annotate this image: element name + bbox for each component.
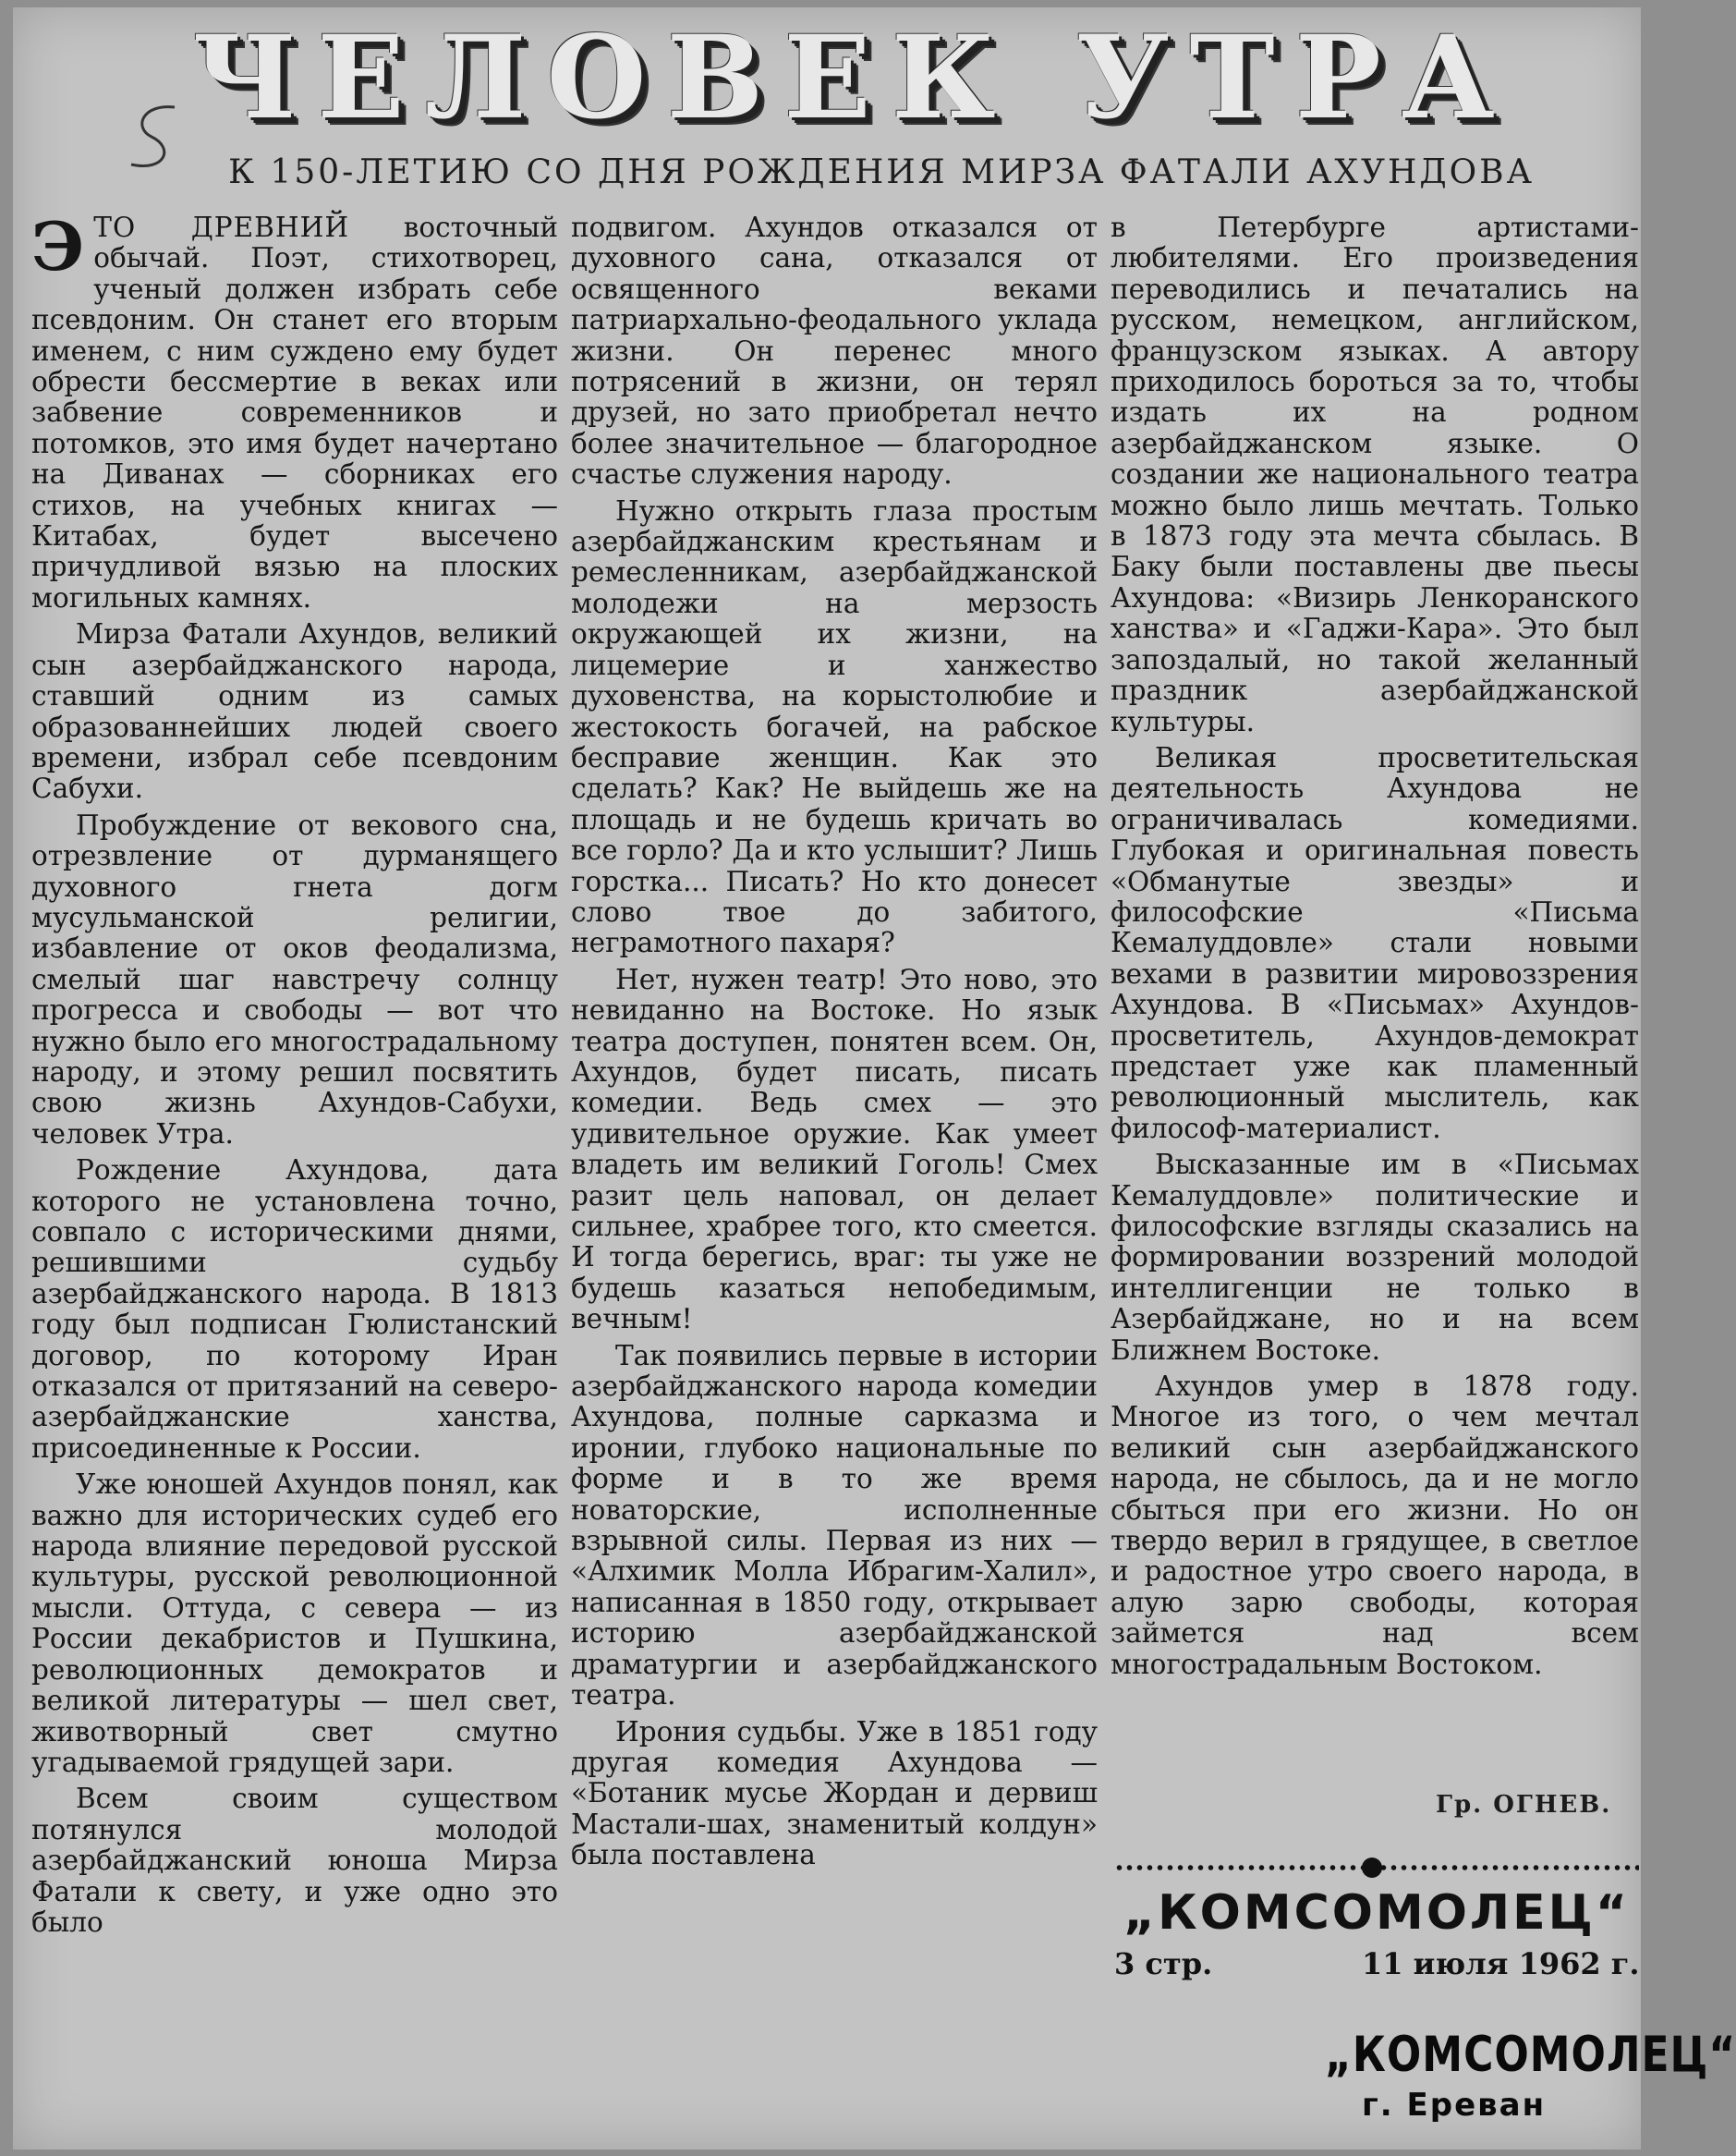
paragraph-continued: подвигом. Ахундов отказался от духовного сана, отказался от освященного веками патриархально-феодального уклада жизни. Он перенес много потрясений в жизни, он терял друзей, но зато приобретал нечто более значительное — благородное счастье служения народу. (571, 212, 1098, 491)
lead-caps: ТО ДРЕВНИЙ (93, 212, 350, 243)
lead-text: восточный обычай. Поэт, стихотворец, ученый должен избрать себе псевдоним. Он станет его вторым именем, с ним суждено ему будет обрести бессмертие в веках или забвение современников и потомков, это имя будет начертано на Диванах — сборниках его стихов, на учебных книгах — Китабах, будет высечено причудливой вязью на плоских могильных камнях. (31, 212, 558, 614)
paragraph: Так появились первые в истории азербайджанского народа комедии Ахундова, полные сарказма и иронии, глубоко национальные по форме и в то же время новаторские, исполненные взрывной силы. Первая из них — «Алхимик Молла Ибрагим-Халил», написанная в 1850 году, открывает историю азербайджанской драматургии и азербайджанского театра. (571, 1339, 1098, 1711)
archive-stamp-title: „КОМСОМОЛЕЦ“ (1325, 2026, 1736, 2084)
paragraph: Рождение Ахундова, дата которого не установлена точно, совпало с историческими днями, решившими судьбу азербайджанского народа. В 1813 году был подписан Гюлистанский договор, по которому Иран отказался от притязаний на северо-азербайджанские ханства, присоединенные к России. (31, 1154, 558, 1464)
page-number: 3 стр. (1114, 1946, 1213, 1981)
paragraph: Ахундов умер в 1878 году. Многое из того, о чем мечтал великий сын азербайджанского народа, не сбылось, да и не могло сбыться при его жизни. Но он твердо верил в грядущее, в светлое и радостное утро своего народа, в алую зарю свободы, которая займется над всем многострадальным Востоком. (1111, 1370, 1639, 1680)
article-column-1 (31, 207, 558, 1987)
article-column-3 (1111, 213, 1639, 1793)
paragraph: Всем своим существом потянулся молодой азербайджанский юноша Мирза Фатали к свету, и уже одно это было (31, 1783, 558, 1938)
paragraph: Великая просветительская деятельность Ахундова не ограничивалась комедиями. Глубокая и оригинальная повесть «Обманутые звезды» и философские «Письма Кемалуддовле» стали новыми вехами в развитии мировоззрения Ахундова. В «Письмах» Ахундов-просветитель, Ахундов-демократ предстает уже как пламенный революционный мыслитель, как философ-материалист. (1111, 741, 1639, 1144)
divider-ornament (1362, 1858, 1382, 1878)
newspaper-masthead: „КОМСОМОЛЕЦ“ (1123, 1885, 1631, 1941)
paragraph: Мирза Фатали Ахундов, великий сын азербайджанского народа, ставший одним из самых образованнейших людей своего времени, избрал себе псевдоним Сабухи. (31, 618, 558, 805)
lead-paragraph (31, 207, 558, 614)
newspaper-clipping (13, 7, 1736, 2150)
article-column-2 (571, 213, 1098, 1987)
paragraph: Высказанные им в «Письмах Кемалуддовле» политические и философские взгляды сказались на формировании воззрений молодой интеллигенции не только в Азербайджане, но и на всем Ближнем Востоке. (1111, 1149, 1639, 1366)
paragraph: Нужно открыть глаза простым азербайджанским крестьянам и ремесленникам, азербайджанской молодежи на мерзость окружающей их жизни, на лицемерие и ханжество духовенства, на корыстолюбие и жестокость богачей, на рабское бесправие женщин. Как это сделать? Как? Не выйдешь же на площадь и не будешь кричать во все горло? Да и кто услышит? Лишь горстка... Писать? Но кто донесет слово твое до забитого, неграмотного пахаря? (571, 494, 1098, 959)
issue-date: 11 июля 1962 г. (1362, 1946, 1640, 1981)
subtitle: К 150-ЛЕТИЮ СО ДНЯ РОЖДЕНИЯ МИРЗА ФАТАЛИ АХУНДОВА (228, 153, 1535, 191)
drop-cap: Э (31, 207, 85, 286)
archive-stamp-city: г. Ереван (1362, 2087, 1547, 2124)
paragraph: Пробуждение от векового сна, отрезвление от дурманящего духовного гнета догм мусульманской религии, избавление от оков феодализма, смелый шаг навстречу солнцу прогресса и свободы — вот что нужно было его многострадальному народу, и этому решил посвятить свою жизнь Ахундов-Сабухи, человек Утра. (31, 809, 558, 1150)
headline: ЧЕЛОВЕК УТРА (192, 11, 1515, 145)
pen-swirl-mark (124, 100, 188, 174)
paragraph: Уже юношей Ахундов понял, как важно для исторических судеб его народа влияние передовой русской культуры, русской революционной мысли. Оттуда, с севера — из России декабристов и Пушкина, революционных демократов и великой литературы — шел свет, животворный свет смутно угадываемой грядущей зари. (31, 1468, 558, 1778)
author-signature: Гр. ОГНЕВ. (1436, 1791, 1612, 1819)
paragraph: Ирония судьбы. Уже в 1851 году другая комедия Ахундова — «Ботаник мусье Жордан и дервиш Мастали-шах, знаменитый колдун» была поставлена (571, 1715, 1098, 1871)
paragraph-continued: в Петербурге артистами-любителями. Его произведения переводились и печатались на русском, немецком, английском, французском языках. А автору приходилось бороться за то, чтобы издать их на родном азербайджанском языке. О создании же национального театра можно было лишь мечтать. Только в 1873 году эта мечта сбылась. В Баку были поставлены две пьесы Ахундова: «Визирь Ленкоранского ханства» и «Гаджи-Кара». Это был запоздалый, но такой желанный праздник азербайджанской культуры. (1111, 212, 1639, 737)
paragraph: Нет, нужен театр! Это ново, это невиданно на Востоке. Но язык театра доступен, понятен всем. Он, Ахундов, будет писать, писать комедии. Ведь смех — это удивительное оружие. Как умеет владеть им великий Гоголь! Смех разит цель наповал, он делает сильнее, храбрее того, кто смеется. И тогда берегись, враг: ты уже не будешь казаться непобедимым, вечным! (571, 963, 1098, 1335)
